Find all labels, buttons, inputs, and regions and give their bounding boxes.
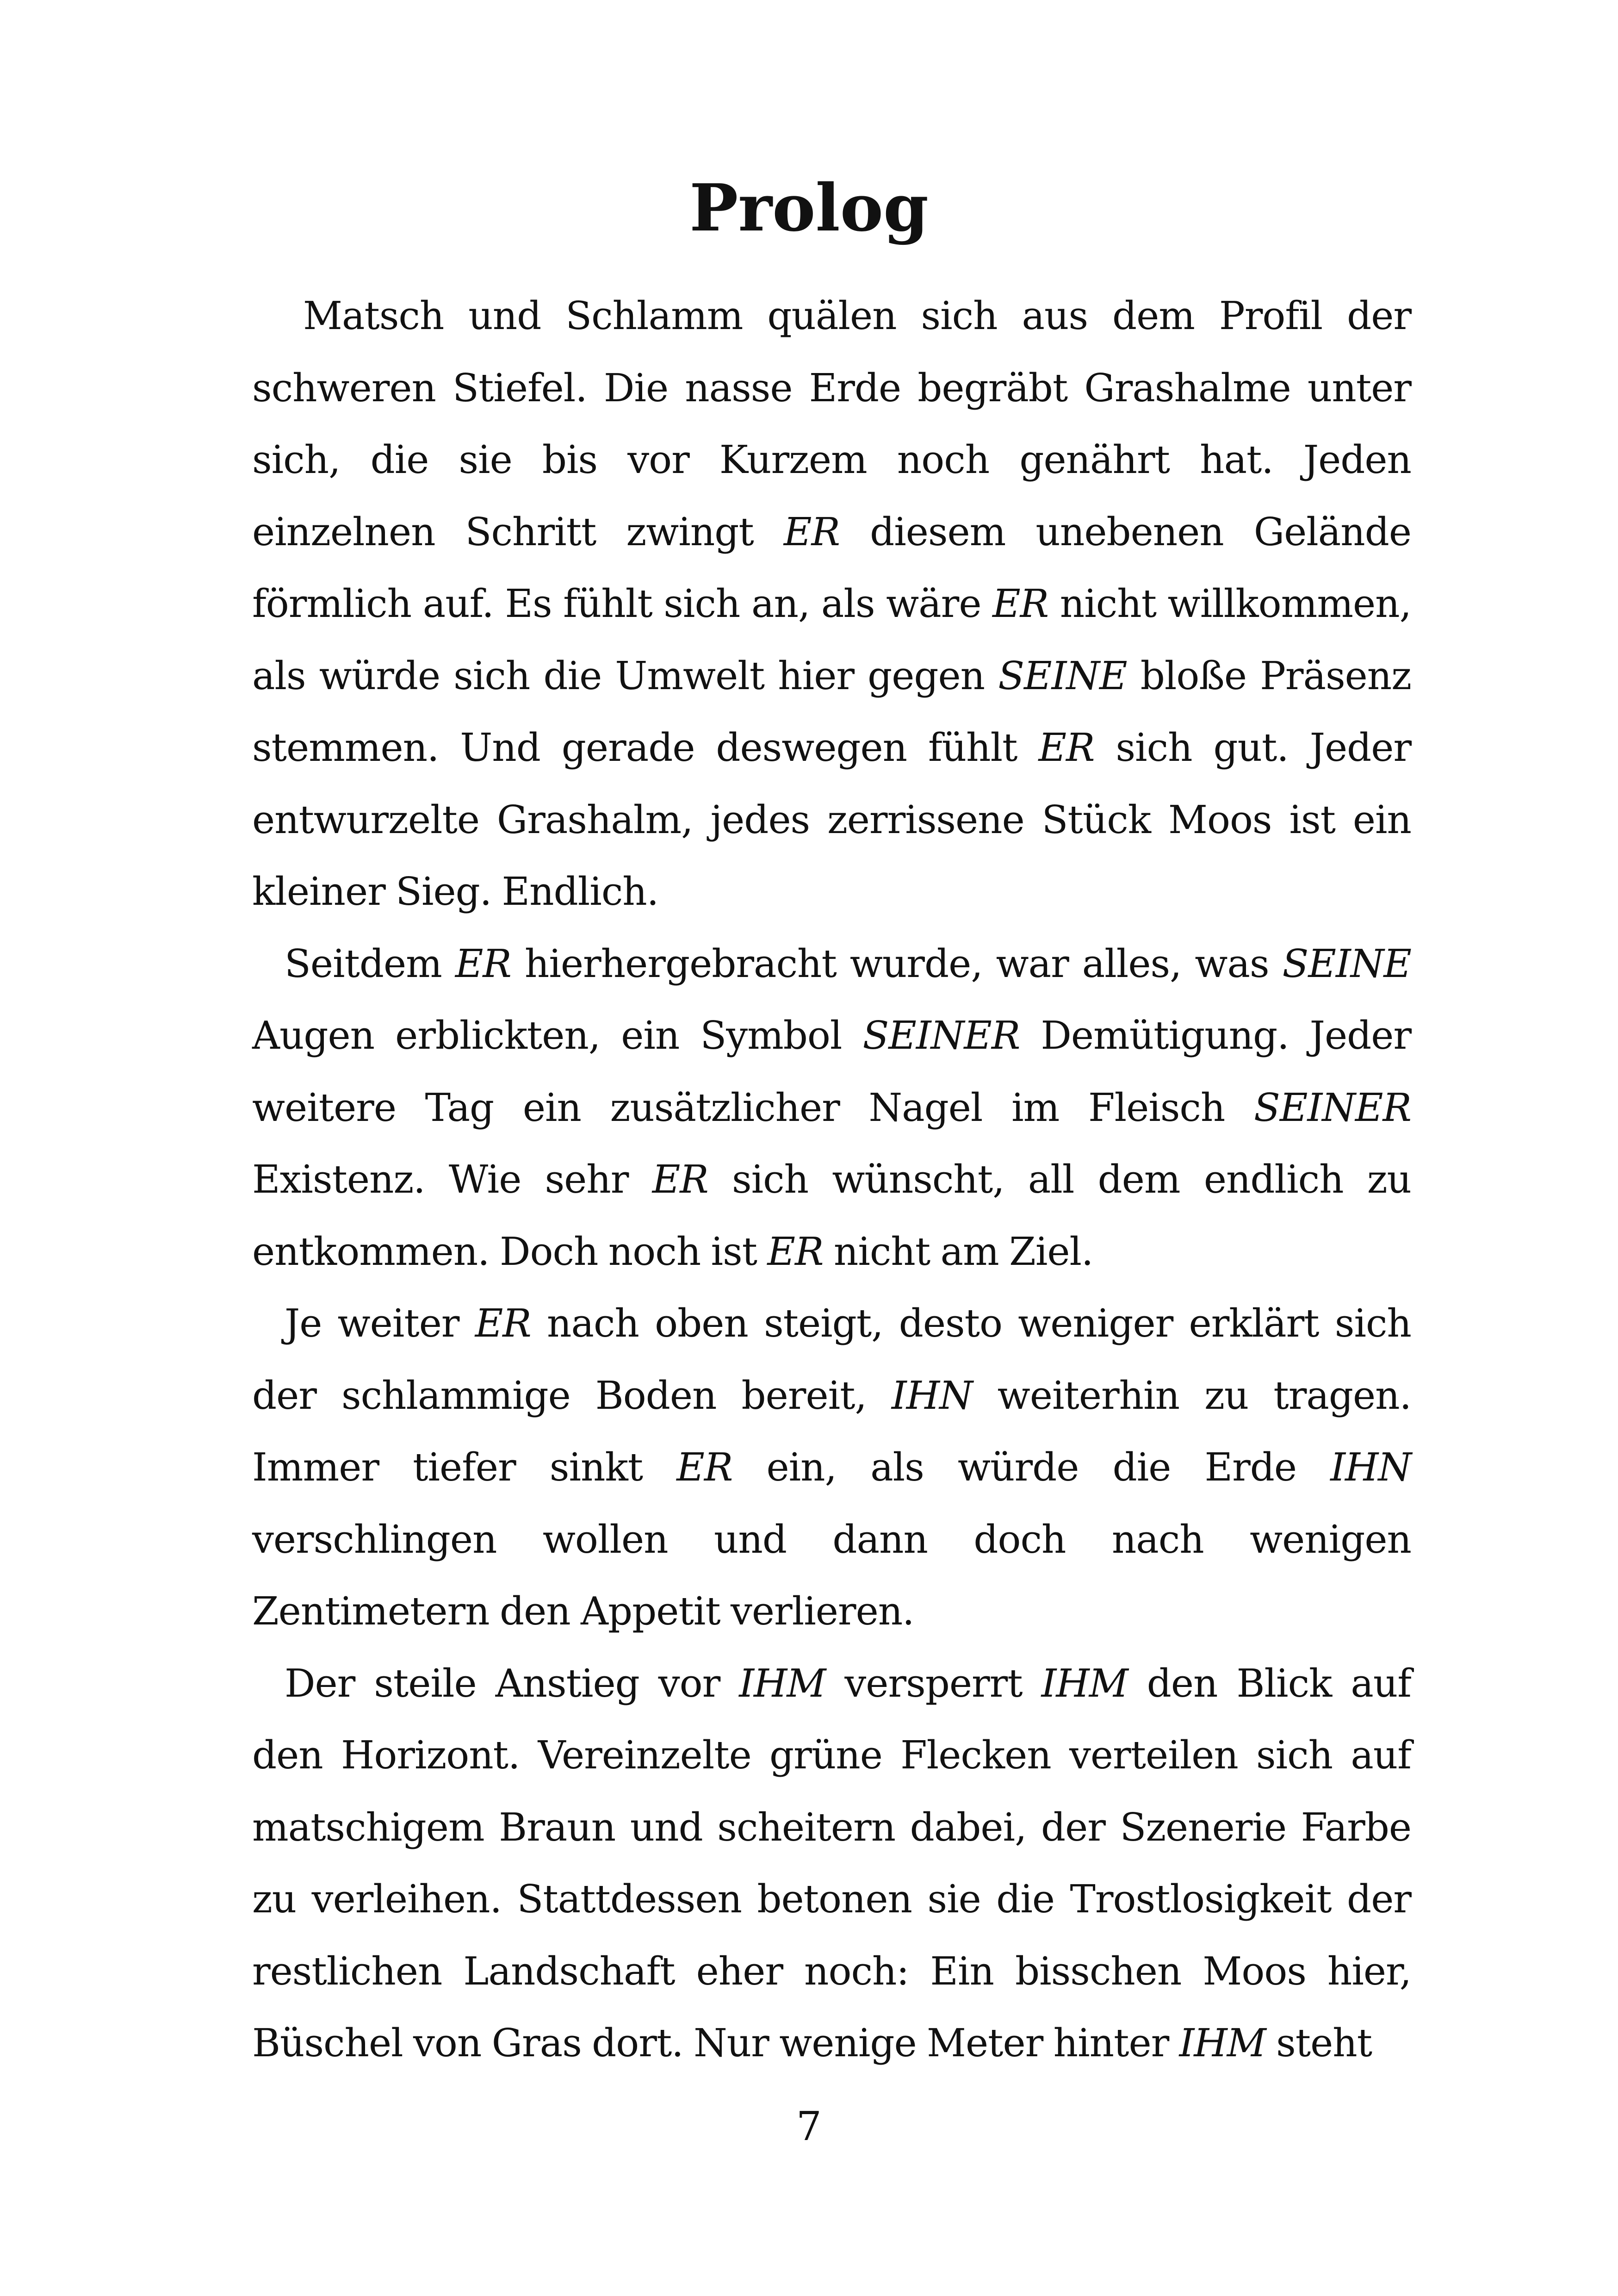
emphasized-pronoun: IHM <box>1179 2021 1266 2066</box>
emphasized-pronoun: ER <box>992 581 1049 626</box>
paragraph <box>252 280 1411 928</box>
paragraph <box>252 1288 1411 1648</box>
emphasized-pronoun: SEINE <box>1282 941 1411 986</box>
text-segment: Existenz. Wie sehr <box>252 1157 652 1202</box>
text-segment: steht <box>1265 2021 1372 2066</box>
text-segment: verschlingen wollen und dann doch nach wenigen Zentimetern den Appetit verlieren. <box>252 1517 1411 1634</box>
emphasized-pronoun: SEINER <box>862 1013 1020 1058</box>
text-segment: ein, als würde die Erde <box>732 1445 1331 1490</box>
text-segment: bloße Präsenz stemmen. Und gerade deswegen fühlt <box>252 653 1411 770</box>
text-segment: Der steile Anstieg vor <box>285 1661 739 1706</box>
text-segment: nach oben steigt, desto weniger erklärt sich der schlammige Boden bereit, <box>252 1301 1411 1418</box>
emphasized-pronoun: ER <box>475 1301 531 1346</box>
text-segment: sich gut. Jeder entwurzelte Grashalm, jedes zerrissene Stück Moos ist ein kleiner Sieg. Endlich. <box>252 725 1412 914</box>
emphasized-pronoun: ER <box>1038 725 1095 770</box>
emphasized-pronoun: ER <box>783 509 840 554</box>
text-segment: Augen erblickten, ein Symbol <box>252 1013 863 1058</box>
emphasized-pronoun: IHN <box>891 1373 973 1418</box>
emphasized-pronoun: IHM <box>739 1661 826 1706</box>
text-segment: Seitdem <box>285 941 455 986</box>
text-segment: Demütigung. Jeder weitere Tag ein zusätzlicher Nagel im Fleisch <box>252 1013 1411 1130</box>
text-segment: nicht am Ziel. <box>823 1229 1093 1274</box>
text-segment: Matsch und Schlamm quälen sich aus dem Profil der schweren Stiefel. Die nasse Erde begräbt Grashalme unter sich, die sie bis vor Kurzem noch genährt hat. Jeden einzelnen Schritt zwingt <box>252 293 1411 554</box>
emphasized-pronoun: IHM <box>1041 1661 1128 1706</box>
emphasized-pronoun: ER <box>767 1229 824 1274</box>
paragraph <box>252 928 1411 1288</box>
chapter-title: Prolog <box>689 170 929 246</box>
text-segment: nicht willkommen, als würde sich die Umwelt hier gegen <box>252 581 1411 698</box>
emphasized-pronoun: SEINE <box>998 653 1127 698</box>
text-segment: diesem unebenen Gelände förmlich auf. Es fühlt sich an, als wäre <box>252 509 1411 626</box>
text-segment: den Blick auf den Horizont. Vereinzelte grüne Flecken verteilen sich auf matschigem Braun und scheitern dabei, der Szenerie Farbe zu verleihen. Stattdessen betonen sie die Trostlosigkeit der restlichen Landschaft eher noch: Ein bisschen Moos hier, Büschel von Gras dort. Nur wenige Meter hinter <box>252 1661 1411 2066</box>
emphasized-pronoun: SEINER <box>1254 1085 1411 1130</box>
text-segment: sich wünscht, all dem endlich zu entkommen. Doch noch ist <box>252 1157 1412 1274</box>
text-segment: versperrt <box>825 1661 1041 1706</box>
text-segment: hierhergebracht wurde, war alles, was <box>511 941 1283 986</box>
text-segment: Je weiter <box>285 1301 475 1346</box>
emphasized-pronoun: ER <box>652 1157 708 1202</box>
emphasized-pronoun: ER <box>676 1445 733 1490</box>
emphasized-pronoun: ER <box>455 941 511 986</box>
body-text <box>252 280 1411 2079</box>
paragraph <box>252 1648 1411 2079</box>
text-segment: weiterhin zu tragen. Immer tiefer sinkt <box>252 1373 1411 1490</box>
emphasized-pronoun: IHN <box>1330 1445 1411 1490</box>
page-number: 7 <box>796 2103 822 2150</box>
